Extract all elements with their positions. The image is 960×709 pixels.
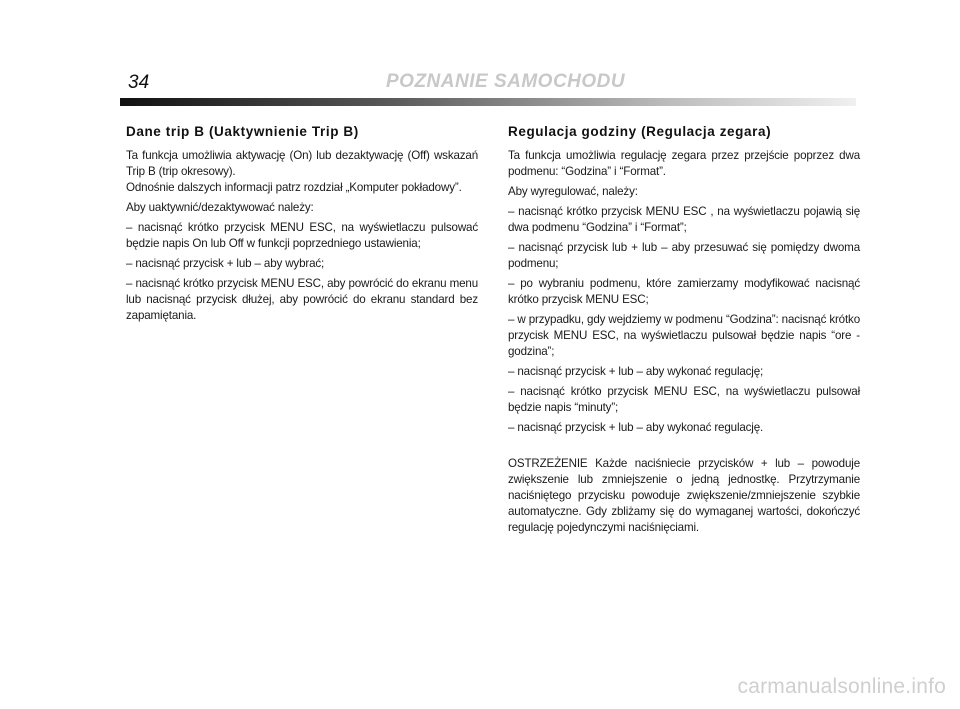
left-column [126,124,478,328]
paragraph-gap [508,440,860,456]
right-paragraph: – nacisnąć przycisk lub + lub – aby przesuwać się pomiędzy dwoma podmenu; [508,241,860,270]
right-paragraph: Ta funkcja umożliwia regulację zegara przez przejście poprzez dwa podmenu: “Godzina” i “Format”. [508,149,860,178]
left-paragraph: – nacisnąć krótko przycisk MENU ESC, na wyświetlaczu pulsować będzie napis On lub Off w funkcji poprzedniego ustawienia; [126,221,478,250]
right-paragraph: – nacisnąć przycisk + lub – aby wykonać regulację; [508,365,764,378]
right-paragraph: – nacisnąć przycisk + lub – aby wykonać regulację. [508,421,764,434]
right-paragraph: – nacisnąć krótko przycisk MENU ESC, na wyświetlaczu pulsował będzie napis “minuty”; [508,385,860,414]
page-number: 34 [128,72,150,93]
left-section-heading: Dane trip B (Uaktywnienie Trip B) [126,124,359,139]
right-paragraph: – w przypadku, gdy wejdziemy w podmenu “Godzina”: nacisnąć krótko przycisk MENU ESC, na wyświetlaczu pulsował będzie napis “ore - godzina”; [508,313,860,358]
header-title: POZNANIE SAMOCHODU [386,71,626,92]
watermark: carmanualsonline.info [737,675,946,698]
right-paragraph: – nacisnąć krótko przycisk MENU ESC , na wyświetlaczu pojawią się dwa podmenu “Godzina” i “Format”; [508,205,860,234]
left-paragraph: Ta funkcja umożliwia aktywację (On) lub dezaktywację (Off) wskazań Trip B (trip okresowy). [126,149,478,178]
left-paragraph: – nacisnąć przycisk + lub – aby wybrać; [126,257,325,270]
warning-paragraph: OSTRZEŻENIE Każde naciśniecie przycisków + lub – powoduje zwiększenie lub zmniejszenie o jedną jednostkę. Przytrzymanie naciśniętego przycisku powoduje zwiększenie/zmniejszenie szybkie automatyczne. Gdy zbliżamy się do wymaganej wartości, dokończyć regulację pojedynczymi naciśnięciami. [508,457,860,534]
left-paragraph: Odnośnie dalszych informacji patrz rozdział „Komputer pokładowy”. [126,181,462,194]
right-paragraph: – po wybraniu podmenu, które zamierzamy modyfikować nacisnąć krótko przycisk MENU ESC; [508,277,860,306]
left-paragraph: – nacisnąć krótko przycisk MENU ESC, aby powrócić do ekranu menu lub nacisnąć przycisk dłużej, aby powrócić do ekranu standard bez zapamiętania. [126,277,478,322]
left-paragraph: Aby uaktywnić/dezaktywować należy: [126,201,314,214]
right-paragraph: Aby wyregulować, należy: [508,185,638,198]
header-bar [120,98,856,106]
right-section-heading: Regulacja godziny (Regulacja zegara) [508,124,772,139]
right-column [508,124,860,540]
